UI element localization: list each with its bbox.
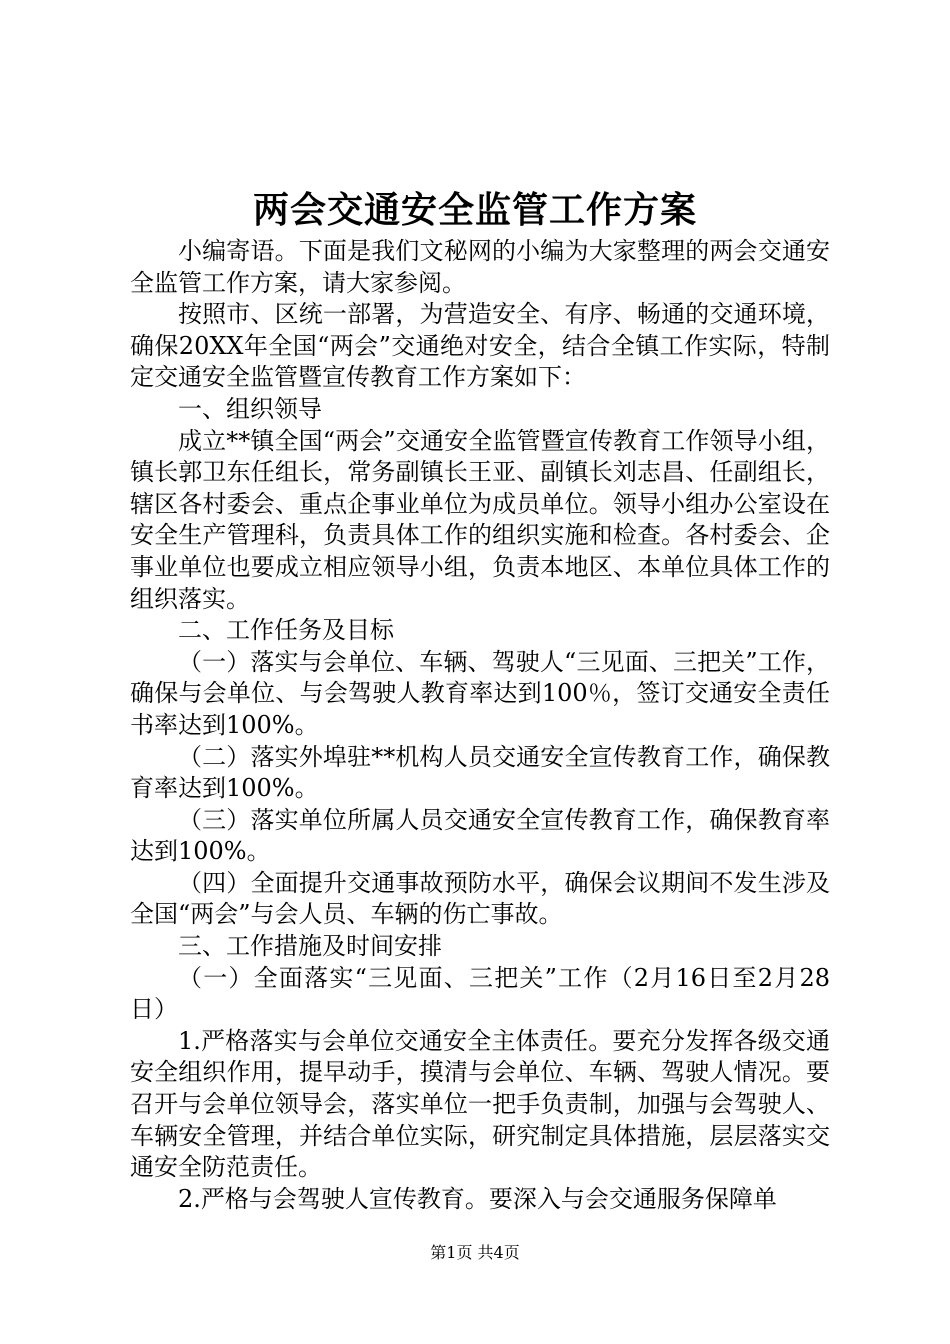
section-heading-organization: 一、组织领导 [178,394,322,423]
measure-item-1: 1.严格落实与会单位交通安全主体责任。要充分发挥各级交通安全组织作用，提早动手，摸清与会单位、车辆、驾驶人情况。要召开与会单位领导会，落实单位一把手负责制，加强与会驾驶人、车辆安全管理，并结合单位实际，研究制定具体措施，层层落实交通安全防范责任。 [130,1026,830,1182]
paragraph-purpose: 按照市、区统一部署，为营造安全、有序、畅通的交通环境，确保20XX年全国“两会”交通绝对安全，结合全镇工作实际，特制定交通安全监管暨宣传教育工作方案如下： [130,300,830,392]
task-item-2: （二）落实外埠驻**机构人员交通安全宣传教育工作，确保教育率达到100%。 [130,742,830,803]
task-item-1: （一）落实与会单位、车辆、驾驶人“三见面、三把关”工作，确保与会单位、与会驾驶人教育率达到100％，签订交通安全责任书率达到100%。 [130,647,830,739]
measure-heading-1: （一）全面落实“三见面、三把关”工作（2月16日至2月28日） [130,963,830,1024]
document-title: 两会交通安全监管工作方案 [252,189,697,231]
section-heading-measures: 三、工作措施及时间安排 [178,932,442,961]
document-body [130,236,830,1215]
task-item-3: （三）落实单位所属人员交通安全宣传教育工作，确保教育率达到100%。 [130,805,830,866]
paragraph-organization: 成立**镇全国“两会”交通安全监管暨宣传教育工作领导小组，镇长郭卫东任组长，常务副镇长王亚、副镇长刘志昌、任副组长，辖区各村委会、重点企事业单位为成员单位。领导小组办公室设在安全生产管理科，负责具体工作的组织实施和检查。各村委会、企事业单位也要成立相应领导小组，负责本地区、本单位具体工作的组织落实。 [130,426,830,613]
measure-item-2: 2.严格与会驾驶人宣传教育。要深入与会交通服务保障单 [178,1184,777,1213]
task-item-4: （四）全面提升交通事故预防水平，确保会议期间不发生涉及全国“两会”与会人员、车辆的伤亡事故。 [130,868,830,929]
page-footer: 第1页 共4页 [430,1243,520,1262]
paragraph-intro: 小编寄语。下面是我们文秘网的小编为大家整理的两会交通安全监管工作方案，请大家参阅。 [130,237,830,297]
section-heading-tasks: 二、工作任务及目标 [178,616,394,645]
